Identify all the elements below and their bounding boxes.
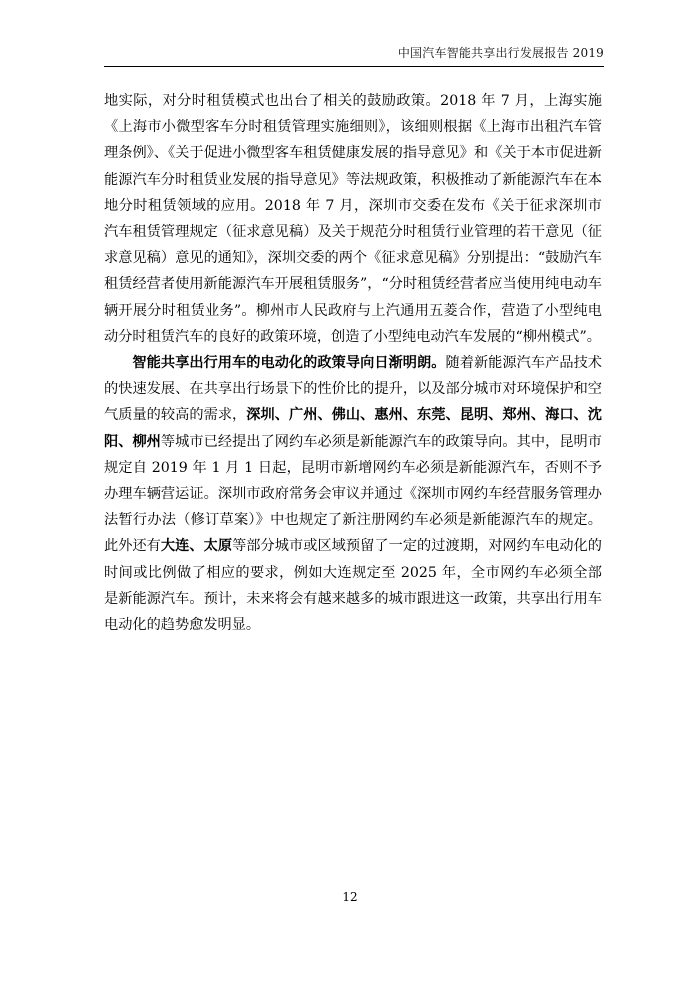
paragraph-2-heading: 智能共享出行用车的电动化的政策导向日渐明朗。: [132, 355, 446, 372]
paragraph-2-text-3: 等部分城市或区域预留了一定的过渡期，对网约车电动化的时间或比例做了相应的要求，例如大连规定至 2025 年，全市网约车必须全部是新能源汽车。预计，未来将会有越来越多的城市跟进这一政策，共享出行用车电动化的趋势愈发明显。: [104, 538, 602, 634]
paragraph-2-transition-cities: 大连、太原: [160, 538, 233, 555]
paragraph-1-text: 地实际，对分时租赁模式也出台了相关的鼓励政策。2018 年 7 月，上海实施《上海市小微型客车分时租赁管理实施细则》，该细则根据《上海市出租汽车管理条例》、《关于促进小微型客车租赁健康发展的指导意见》和《关于本市促进新能源汽车分时租赁业发展的指导意见》等法规政策，积极推动了新能源汽车在本地分时租赁领域的应用。2018 年 7 月，深圳市交委在发布《关于征求深圳市汽车租赁管理规定（征求意见稿）及关于规范分时租赁行业管理的若干意见（征求意见稿）意见的通知》，深圳交委的两个《征求意见稿》分别提出：“鼓励汽车租赁经营者使用新能源汽车开展租赁服务”，“分时租赁经营者应当使用纯电动车辆开展分时租赁业务”。柳州市人民政府与上汽通用五菱合作，营造了小型纯电动分时租赁汽车的良好的政策环境，创造了小型纯电动汽车发展的“柳州模式”。: [104, 93, 602, 345]
header-divider: [104, 66, 604, 67]
paragraph-2-text-1: 随着新能源汽车产品技术的快速发展、在共享出行场景下的性价比的提升，以及部分城市对环境保护和空气质量的较高的需求，: [104, 355, 602, 424]
paragraph-2-text-2: 等城市已经提出了网约车必须是新能源汽车的政策导向。其中，昆明市规定自 2019 年 1 月 1 日起，昆明市新增网约车必须是新能源汽车，否则不予办理车辆营运证。深圳市政府常务会审议并通过《深圳市网约车经营服务管理办法暂行办法（修订草案）》中也规定了新注册网约车必须是新能源汽车的规定。此外还有: [104, 433, 602, 555]
paragraph-1: [104, 88, 602, 350]
paragraph-2-cities-list: 深圳、广州、佛山、惠州、东莞、昆明、郑州、海口、沈阳、柳州: [104, 407, 602, 450]
body-text: [104, 88, 602, 638]
paragraph-2: [104, 350, 602, 638]
running-header: 中国汽车智能共享出行发展报告 2019: [397, 46, 604, 60]
page-number: 12: [342, 890, 358, 904]
